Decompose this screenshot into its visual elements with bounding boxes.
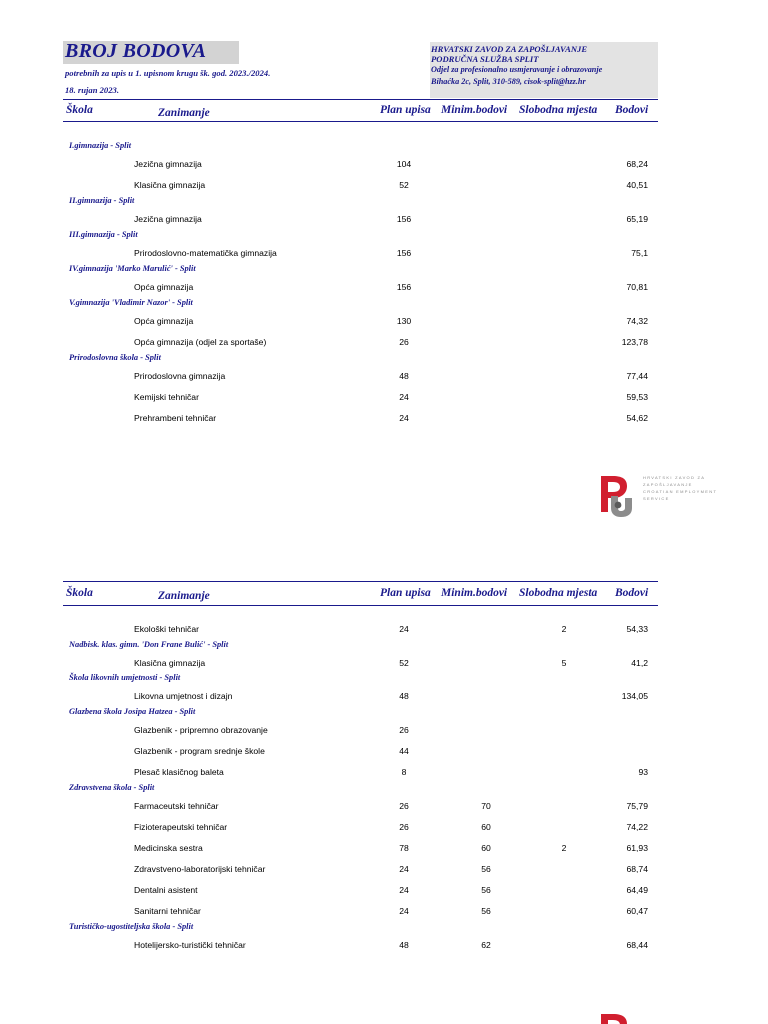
program-name: Fizioterapeutski tehničar bbox=[134, 821, 228, 832]
col-header-minim: Minim.bodovi bbox=[441, 587, 508, 599]
plan-upisa-value: 156 bbox=[396, 281, 412, 292]
program-name: Opća gimnazija bbox=[134, 315, 194, 326]
program-name: Opća gimnazija (odjel za sportaše) bbox=[134, 336, 267, 347]
plan-upisa-value: 26 bbox=[399, 821, 409, 832]
plan-upisa-value: 48 bbox=[399, 691, 409, 702]
minim-bodovi-value: 70 bbox=[481, 800, 491, 811]
program-name: Glazbenik - program srednje škole bbox=[134, 745, 265, 756]
institution-line: PODRUČNA SLUŽBA SPLIT bbox=[431, 54, 539, 64]
program-name: Klasična gimnazija bbox=[134, 180, 206, 191]
plan-upisa-value: 24 bbox=[399, 624, 409, 634]
plan-upisa-value: 78 bbox=[399, 842, 409, 853]
school-name: Zdravstvena škola - Split bbox=[69, 782, 155, 792]
col-header-slobodna: Slobodna mjesta bbox=[519, 587, 598, 599]
hzz-logo-icon bbox=[597, 1010, 637, 1024]
bodovi-value: 134,05 bbox=[621, 691, 648, 702]
hzz-logo bbox=[597, 472, 718, 520]
bodovi-value: 40,51 bbox=[626, 180, 648, 191]
program-name: Prirodoslovno-matematička gimnazija bbox=[134, 247, 277, 258]
bodovi-value: 77,44 bbox=[626, 370, 648, 381]
header2-rule-top bbox=[63, 581, 658, 582]
plan-upisa-value: 52 bbox=[399, 180, 409, 191]
col-header-minim: Minim.bodovi bbox=[441, 104, 508, 116]
bodovi-value: 54,62 bbox=[626, 413, 648, 424]
program-name: Kemijski tehničar bbox=[134, 391, 199, 402]
plan-upisa-value: 26 bbox=[399, 800, 409, 811]
col-header-plan: Plan upisa bbox=[380, 587, 431, 599]
institution-line: Odjel za profesionalno usmjeravanje i obrazovanje bbox=[431, 65, 603, 74]
program-name: Prehrambeni tehničar bbox=[134, 413, 217, 424]
slobodna-mjesta-value: 2 bbox=[561, 624, 567, 634]
minim-bodovi-value: 60 bbox=[481, 821, 491, 832]
school-name: IV.gimnazija 'Marko Marulić' - Split bbox=[69, 263, 196, 273]
col-header-slobodna: Slobodna mjesta bbox=[519, 104, 598, 116]
school-name: II.gimnazija - Split bbox=[69, 196, 135, 206]
program-name: Hotelijersko-turistički tehničar bbox=[134, 939, 246, 950]
col-header-plan: Plan upisa bbox=[380, 104, 431, 116]
program-name: Prirodoslovna gimnazija bbox=[134, 370, 226, 381]
bodovi-value: 61,93 bbox=[626, 842, 648, 853]
bodovi-value: 59,53 bbox=[626, 391, 648, 402]
minim-bodovi-value: 60 bbox=[481, 842, 491, 853]
header-rule-top bbox=[63, 99, 658, 100]
school-name: Nadbisk. klas. gimn. 'Don Frane Bulić' - Split bbox=[69, 639, 229, 649]
header2-rule-bottom bbox=[63, 605, 658, 606]
bodovi-value: 54,33 bbox=[626, 624, 648, 634]
plan-upisa-value: 48 bbox=[399, 370, 409, 381]
header-rule-bottom bbox=[63, 121, 658, 122]
minim-bodovi-value: 62 bbox=[481, 939, 491, 950]
plan-upisa-value: 26 bbox=[399, 336, 409, 347]
program-name: Glazbenik - pripremno obrazovanje bbox=[134, 724, 268, 735]
col-header-bodovi: Bodovi bbox=[615, 587, 649, 599]
program-name: Jezična gimnazija bbox=[134, 159, 202, 169]
program-name: Farmaceutski tehničar bbox=[134, 800, 219, 811]
minim-bodovi-value: 56 bbox=[481, 906, 491, 917]
plan-upisa-value: 24 bbox=[399, 906, 409, 917]
plan-upisa-value: 156 bbox=[396, 247, 412, 258]
page-date: 18. rujan 2023. bbox=[65, 85, 119, 95]
bodovi-value: 68,24 bbox=[626, 159, 648, 169]
plan-upisa-value: 48 bbox=[399, 939, 409, 950]
bodovi-value: 74,22 bbox=[626, 821, 648, 832]
school-name: Glazbena škola Josipa Hatzea - Split bbox=[69, 706, 196, 716]
institution-line: HRVATSKI ZAVOD ZA ZAPOŠLJAVANJE bbox=[431, 44, 588, 54]
program-name: Opća gimnazija bbox=[134, 281, 194, 292]
institution-line: Bihaćka 2c, Split, 310-589, cisok-split@hzz.hr bbox=[431, 77, 586, 86]
program-name: Medicinska sestra bbox=[134, 842, 203, 853]
plan-upisa-value: 130 bbox=[396, 315, 412, 326]
school-name: Škola likovnih umjetnosti - Split bbox=[69, 673, 181, 683]
bodovi-value: 64,49 bbox=[626, 885, 648, 895]
plan-upisa-value: 24 bbox=[399, 391, 409, 402]
minim-bodovi-value: 56 bbox=[481, 863, 491, 874]
bodovi-value: 123,78 bbox=[621, 336, 648, 347]
program-name: Zdravstveno-laboratorijski tehničar bbox=[134, 863, 266, 874]
program-name: Klasična gimnazija bbox=[134, 657, 206, 668]
school-name: Turističko-ugostiteljska škola - Split bbox=[69, 921, 194, 931]
bodovi-value: 70,81 bbox=[626, 281, 648, 292]
minim-bodovi-value: 56 bbox=[481, 885, 491, 895]
slobodna-mjesta-value: 2 bbox=[561, 842, 567, 853]
program-name: Sanitarni tehničar bbox=[134, 906, 201, 917]
program-name: Dentalni asistent bbox=[134, 885, 198, 895]
school-name: V.gimnazija 'Vladimir Nazor' - Split bbox=[69, 297, 193, 307]
bodovi-value: 68,74 bbox=[626, 863, 648, 874]
plan-upisa-value: 104 bbox=[396, 159, 412, 169]
bodovi-value: 68,44 bbox=[626, 939, 648, 950]
bodovi-value: 75,1 bbox=[631, 247, 648, 258]
hzz-logo-icon bbox=[597, 472, 637, 518]
col-header-skola: Škola bbox=[66, 587, 93, 599]
bodovi-value: 74,32 bbox=[626, 315, 648, 326]
program-name: Likovna umjetnost i dizajn bbox=[134, 691, 233, 702]
col-header-skola: Škola bbox=[66, 104, 93, 116]
plan-upisa-value: 24 bbox=[399, 885, 409, 895]
page-subtitle: potrebnih za upis u 1. upisnom krugu šk. god. 2023./2024. bbox=[65, 68, 271, 78]
bodovi-value: 60,47 bbox=[626, 906, 648, 917]
program-name: Ekološki tehničar bbox=[134, 624, 199, 634]
school-name: III.gimnazija - Split bbox=[69, 229, 138, 239]
plan-upisa-value: 8 bbox=[401, 767, 407, 777]
col-header-zanimanje: Zanimanje bbox=[158, 107, 210, 119]
bodovi-value: 65,19 bbox=[626, 214, 648, 225]
plan-upisa-value: 24 bbox=[399, 413, 409, 424]
hzz-logo-bottom bbox=[597, 1010, 637, 1024]
plan-upisa-value: 52 bbox=[399, 657, 409, 668]
plan-upisa-value: 44 bbox=[399, 745, 409, 756]
bodovi-value: 93 bbox=[638, 767, 648, 777]
slobodna-mjesta-value: 5 bbox=[561, 657, 567, 668]
col-header-zanimanje: Zanimanje bbox=[158, 590, 210, 602]
logo-text-line: SERVICE bbox=[643, 496, 670, 501]
logo-text-line: HRVATSKI ZAVOD ZA bbox=[643, 475, 706, 480]
col-header-bodovi: Bodovi bbox=[615, 104, 649, 116]
logo-text-line: ZAPOŠLJAVANJE bbox=[643, 482, 693, 487]
bodovi-value: 75,79 bbox=[626, 800, 648, 811]
plan-upisa-value: 156 bbox=[396, 214, 412, 225]
program-name: Plesač klasičnog baleta bbox=[134, 767, 224, 777]
school-name: Prirodoslovna škola - Split bbox=[69, 352, 161, 362]
logo-text-line: CROATIAN EMPLOYMENT bbox=[643, 489, 718, 494]
page-title: BROJ BODOVA bbox=[65, 40, 207, 62]
plan-upisa-value: 26 bbox=[399, 724, 409, 735]
bodovi-value: 41,2 bbox=[631, 657, 648, 668]
school-name: I.gimnazija - Split bbox=[69, 141, 132, 150]
program-name: Jezična gimnazija bbox=[134, 214, 202, 225]
plan-upisa-value: 24 bbox=[399, 863, 409, 874]
